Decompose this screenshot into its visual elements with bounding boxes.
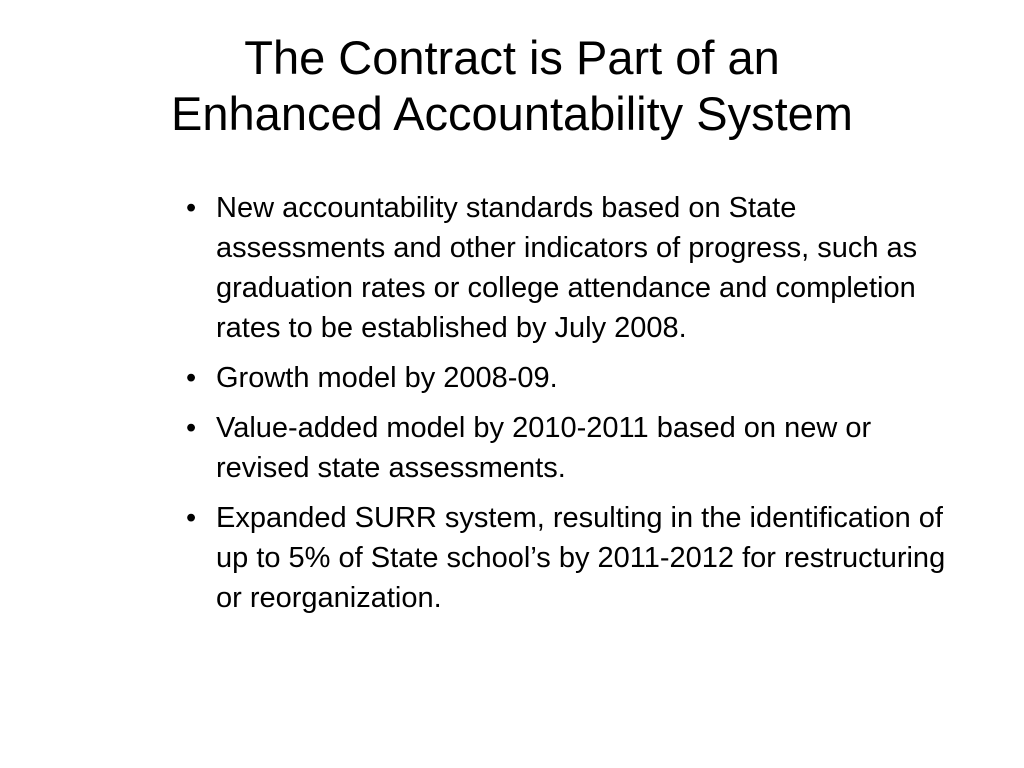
bullet-list — [186, 188, 946, 628]
slide-title-line-2: Enhanced Accountability System — [171, 87, 853, 140]
bullet-text: New accountability standards based on State assessments and other indicators of progress, such as graduation rates or college attendance and completion rates to be established by July 2008. — [216, 192, 918, 344]
bullet-icon: • — [186, 192, 197, 224]
bullet-item-surr-system — [186, 498, 946, 618]
slide-title-line-1: The Contract is Part of an — [244, 31, 780, 84]
bullet-icon: • — [186, 502, 197, 534]
bullet-item-growth-model — [186, 358, 946, 398]
bullet-item-accountability-standards — [186, 188, 946, 348]
bullet-text: Growth model by 2008-09. — [216, 362, 558, 394]
bullet-text: Value-added model by 2010-2011 based on new or revised state assessments. — [216, 412, 872, 484]
bullet-text: Expanded SURR system, resulting in the identification of up to 5% of State school’s by 2011-2012 for restructuring or reorganization. — [216, 502, 946, 614]
bullet-item-value-added-model — [186, 408, 946, 488]
bullet-icon: • — [186, 362, 197, 394]
bullet-icon: • — [186, 412, 197, 444]
slide-title — [0, 30, 1024, 142]
